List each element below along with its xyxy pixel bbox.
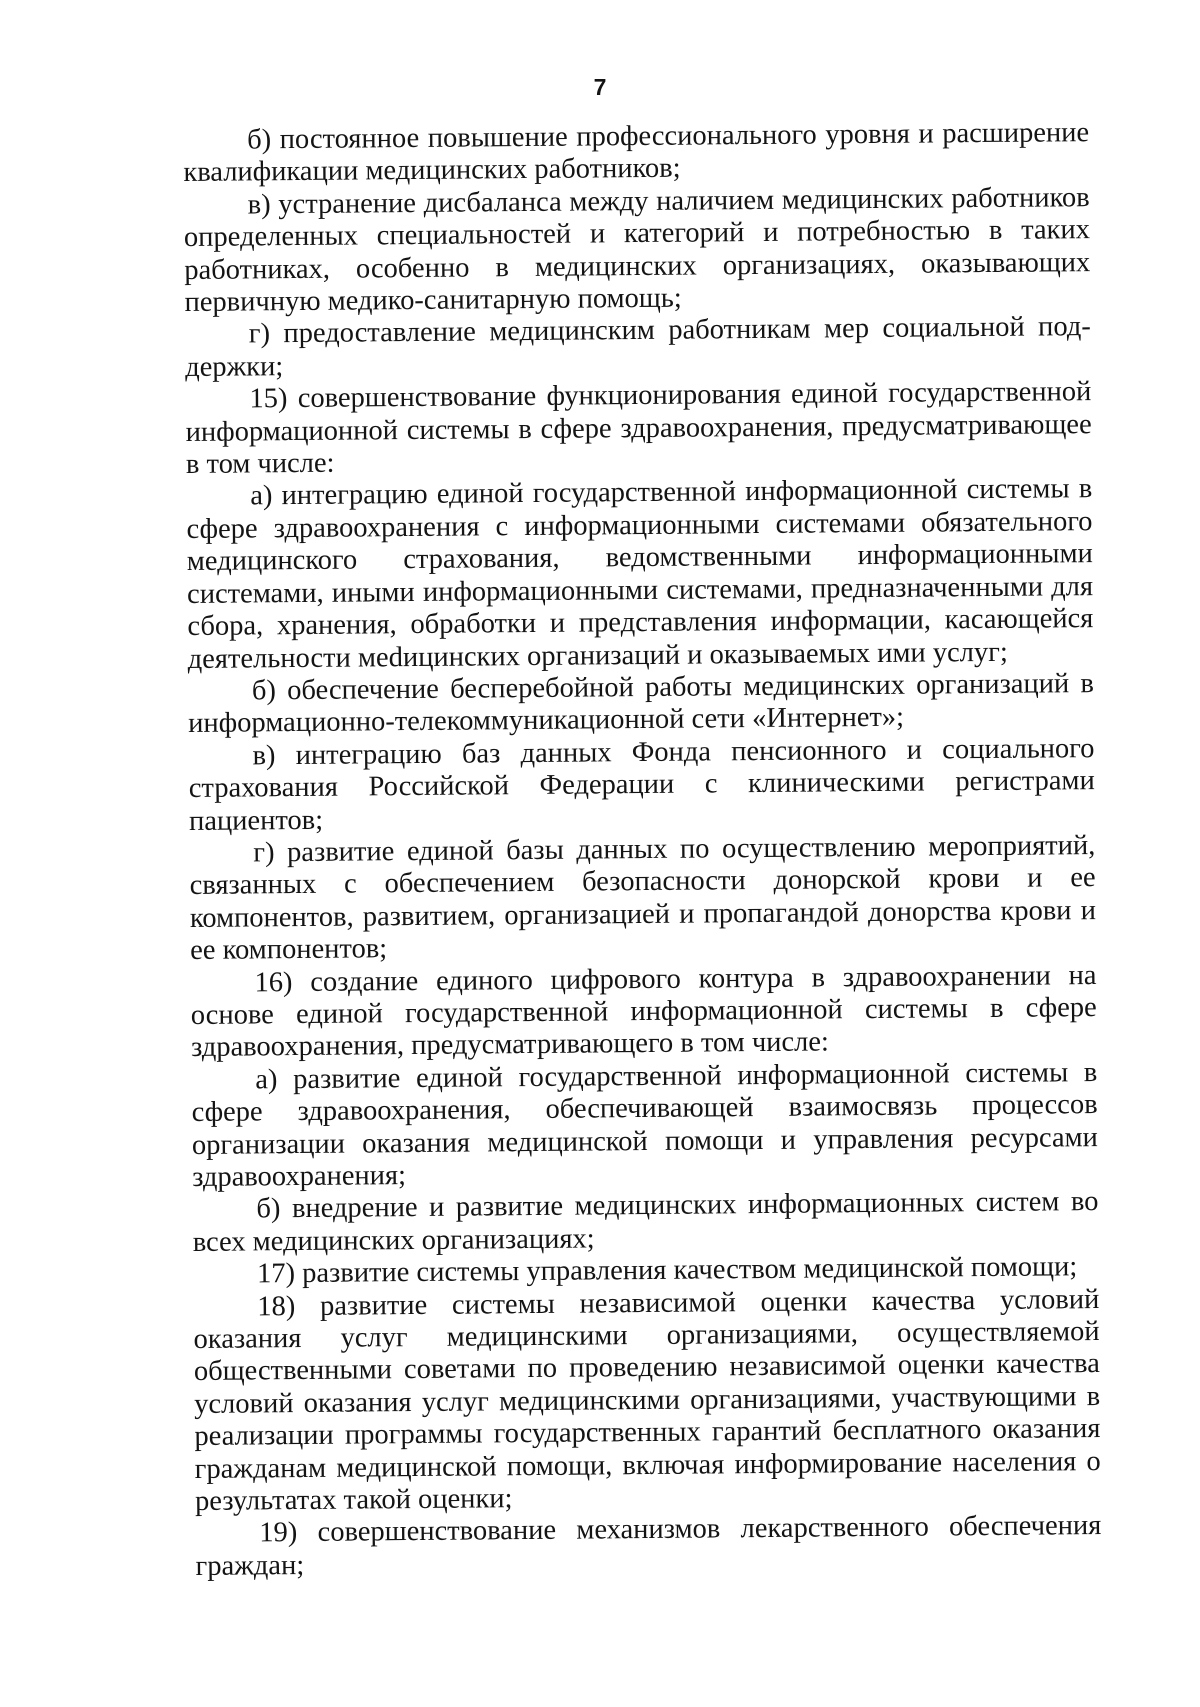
page-number: 7 [593, 74, 607, 100]
paragraph: б) обеспечение бесперебойной работы медицинских организаций в информационно-телекоммуникационной сети «Интернет»; [188, 667, 1095, 740]
paragraph: 18) развитие системы независимой оценки качества условий оказания услуг медицинскими организациями, осуществляемой общественными советами по проведению независимой оценки качества условий оказания услуг медицинскими организациями, участвующими в реализации программы государственных гарантий бесплатного оказания гражданам медицинской помощи, включая информирование населения о результатах такой оценки; [193, 1283, 1101, 1518]
paragraph: 15) совершенствование функционирования единой государственной информационной системы в сфере здравоохранения, предусматривающее в том числе: [185, 376, 1092, 481]
paragraph: г) развитие единой базы данных по осуществлению мероприятий, связанных с обеспечением безопасности донорской крови и ее компонентов, развитием, организацией и пропагандой донорства крови и ее компонентов; [189, 830, 1097, 967]
paragraph: в) интеграцию баз данных Фонда пенсионного и социального страхования Российской Федерации с клиническими регистрами пациентов; [188, 732, 1095, 837]
paragraph: 16) создание единого цифрового контура в здравоохранении на основе единой государственной информационной системы в сфере здравоохранения, предусматривающего в том числе: [190, 959, 1097, 1064]
paragraph: а) интеграцию единой государственной информационной системы в сфере здравоохранения с информационными системами обязательного медицинского страхования, ведомственными информационными системами, иными информационными системами, предназначенными для сбора, хранения, обработки и представления информации, касающейся деятельности меdицинских организаций и оказываемых ими услуг; [186, 473, 1094, 675]
document-body [183, 117, 1102, 1583]
paragraph: б) постоянное повышение профессионального уровня и расширение квалификации медицинских работников; [183, 117, 1090, 189]
paragraph: г) предоставление медицинским работникам мер социальной поддержки; [184, 311, 1091, 383]
paragraph: в) устранение дисбаланса между наличием медицинских работников определенных специальностей и категорий и потребностью в таких работниках, особенно в медицинских организациях, оказывающих первичную медико-санитарную помощь; [183, 181, 1091, 319]
paragraph: а) развитие единой государственной информационной системы в сфере здравоохранения, обеспечивающей взаимосвязь процессов организации оказания медицинской помощи и управления ресурсами здравоохранения; [191, 1056, 1099, 1193]
paragraph: б) внедрение и развитие медицинских информационных систем во всех медицинских организациях; [192, 1186, 1099, 1258]
paragraph: 17) развитие системы управления качеством медицинской помощи; [256, 1251, 1078, 1290]
paragraph: 19) совершенствование механизмов лекарственного обеспечения граждан; [195, 1510, 1102, 1582]
